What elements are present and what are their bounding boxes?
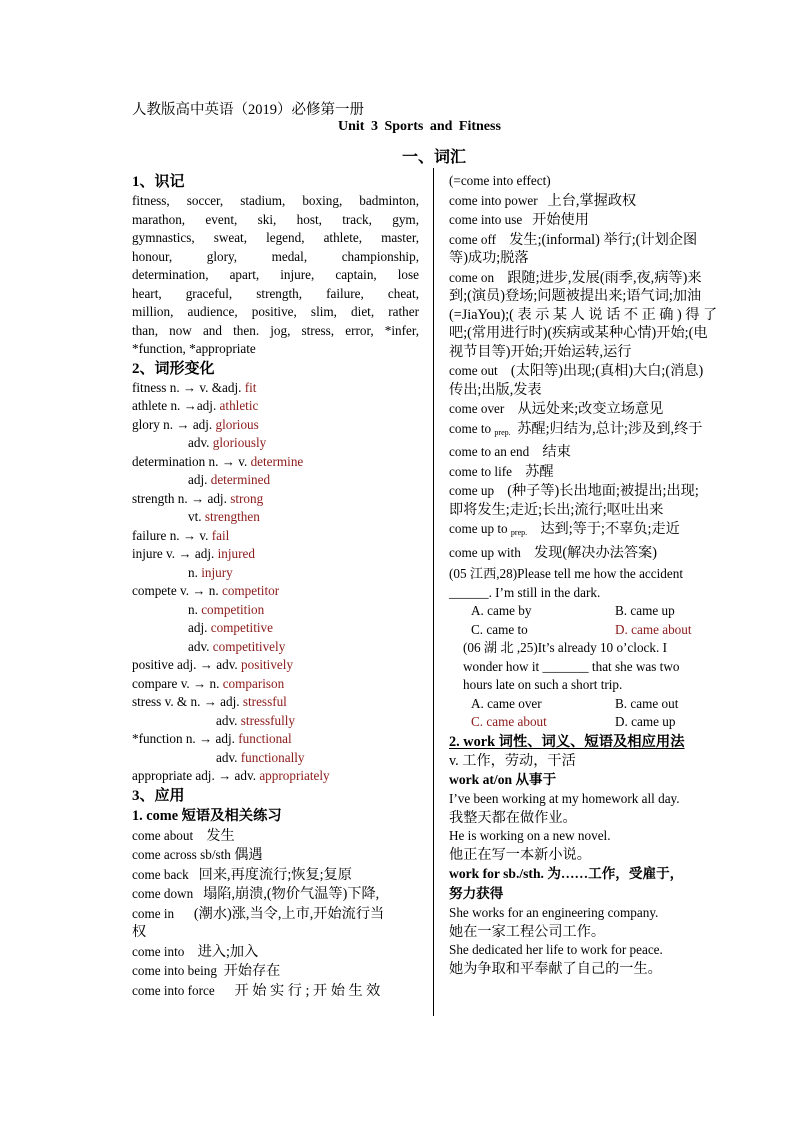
phrase-line: come into power 上台,掌握政权 [449,192,637,209]
phrase-line: come up (种子等)长出地面;被提出;出现; [449,483,699,499]
phrase-line: come into force 开 始 实 行 ; 开 始 生 效 [132,982,381,999]
example-zh: 她为争取和平奉献了自己的一生。 [449,960,662,977]
option-c-correct: C. came about [471,714,547,729]
recognize-word-list [132,192,419,359]
derived-word: competitive [210,620,273,635]
phrase-line: 吧;(常用进行时)(疾病或某种心情)开始;(电 [449,325,708,341]
subheading-work-for: work for sb./sth. 为……工作，受雇于， [449,866,684,881]
option-b: B. came out [615,695,679,711]
left-column [132,172,419,1000]
phrase-line: come to life 苏醒 [449,463,554,480]
phrase-line: come into being 开始存在 [132,963,281,979]
derived-word: functional [238,731,292,746]
derived-word: fit [244,379,257,395]
question-text: (05 江西,28)Please tell me how the accident [449,566,684,581]
derived-word: comparison [222,675,285,691]
phrase-line: 权 [132,924,147,940]
example-en: She works for an engineering company. [449,905,659,920]
derived-word: functionally [240,749,305,765]
option-a: A. came by [471,603,532,618]
arrow-icon: → [221,453,235,469]
option-a: A. came over [471,695,542,711]
phrase-line: come into 进入;加入 [132,943,259,960]
question-text: (06 湖 北 ,25)It’s already 10 o’clock. I [463,640,667,655]
column-divider [433,168,434,1016]
unit-title: Unit 3 Sports and Fitness [338,119,501,134]
subheading-work-at-on: work at/on 从事于 [449,772,557,787]
come-phrase-list [132,827,419,1001]
answer-options [449,602,737,639]
word-line: determination, apart, injure, captain, lose [132,267,419,282]
arrow-icon: → [176,416,190,432]
derived-word: injury [201,564,233,580]
word-line: *function, *appropriate [132,341,256,356]
arrow-icon: → [182,527,197,543]
form-item: strength n. → adj. strong [132,490,264,506]
phrase-line: (=come into effect) [449,173,551,188]
exercise-2 [449,639,737,732]
form-item: adj. competitive [188,620,273,635]
form-item: adv. gloriously [188,435,267,450]
arrow-icon: → [218,768,232,783]
derived-word: injured [217,546,255,561]
word-line: gymnastics, sweat, legend, athlete, master, [132,230,419,245]
subheading-come-phrases: 1. come 短语及相关练习 [132,807,282,824]
example-zh: 我整天都在做作业。 [449,809,577,826]
phrase-line: (=JiaYou);( 表 示 某 人 说 话 不 正 确 ) 得 了 [449,306,718,323]
phrase-line: come up to $_{prep.}$ 达到;等于;不辜负;走近 [449,521,680,537]
option-c: C. came to [471,621,528,637]
heading-apply: 3、应用 [132,787,185,804]
derived-word: competitor [221,583,280,598]
form-item: adj. determined [188,472,271,487]
form-item: positive adj. → adv. positively [132,657,294,672]
work-part-of-speech: v. 工作，劳动，干活 [449,752,576,769]
form-item: *function n. → adj. functional [132,731,292,746]
phrase-line: come down 塌陷,崩溃,(物价气温等)下降, [132,886,380,902]
form-item: determination n. → v. determine [132,453,304,469]
arrow-icon: → [190,490,205,506]
form-item: compare v. → n. comparison [132,675,285,691]
derived-word: determined [210,472,271,487]
form-item: compete v. → n. competitor [132,583,280,598]
form-item: stress v. & n. → adj. stressful [132,694,287,709]
subheading-work-for-cont: 努力获得 [449,886,504,901]
form-item: vt. strengthen [188,509,260,524]
form-item: athlete n. →adj. athletic [132,398,259,413]
form-item: adv. functionally [216,749,305,765]
form-item: injure v. → adj. injured [132,546,255,561]
derived-word: athletic [219,398,259,413]
example-en: I’ve been working at my homework all day. [449,791,680,806]
word-line: marathon, event, ski, host, track, gym, [132,211,419,227]
derived-word: stressful [242,694,287,709]
phrase-line: 即将发生;走近;长出;流行;呕吐出来 [449,501,664,518]
form-item: adv. competitively [188,638,286,654]
arrow-icon: → [203,694,217,709]
option-b: B. came up [615,603,675,618]
section-title: 一、词汇 [402,149,467,166]
option-d: D. came up [615,714,676,729]
arrow-icon: → [193,675,207,691]
form-item: glory n. → adj. glorious [132,416,259,432]
form-item: n. competition [188,601,265,617]
exercise-1 [449,565,737,639]
arrow-icon: → [199,657,213,672]
right-column [449,172,737,978]
derived-word: strengthen [204,509,260,524]
example-zh: 她在一家工程公司工作。 [449,923,606,940]
phrase-line: come into use 开始使用 [449,212,589,228]
form-item: fitness n. → v. &adj. fit [132,379,257,395]
question-text: hours late on such a short trip. [463,677,623,692]
word-forms-list [132,379,419,786]
phrase-line: 视节目等)开始;开始运转,运行 [449,343,632,360]
arrow-icon: → [178,546,192,561]
derived-word: competitively [212,638,286,654]
arrow-icon: → [199,731,213,746]
heading-word-forms: 2、词形变化 [132,360,215,377]
phrase-line: come about 发生 [132,827,235,844]
document-header: 人教版高中英语（2019）必修第一册 [132,102,364,118]
phrase-line: come across sb/sth 偶遇 [132,847,263,863]
option-d-correct: D. came about [615,621,692,637]
derived-word: stressfully [240,712,295,728]
word-line: million, audience, positive, slim, diet, rather [132,304,419,319]
derived-word: glorious [215,416,259,432]
derived-word: strong [230,490,264,506]
phrase-line: come in (潮水)涨,当令,上市,开始流行当 [132,905,385,922]
word-line: honour, glory, medal, championship, [132,248,419,264]
derived-word: competition [201,601,265,617]
answer-options [463,695,737,732]
derived-word: gloriously [212,435,267,450]
question-text: wonder how it _______ that she was two [463,658,680,674]
phrase-line: come back 回来,再度流行;恢复;复原 [132,866,352,883]
arrow-icon: → [183,398,197,413]
phrase-line: come off 发生;(informal) 举行;(计划企图 [449,231,698,248]
phrase-line: come up with 发现(解决办法答案) [449,544,657,561]
heading-recognize: 1、识记 [132,174,185,190]
phrase-line: come on 跟随;进步,发展(雨季,夜,病等)来 [449,269,702,286]
derived-word: positively [241,657,294,672]
phrase-line: 到;(演员)登场;问题被提出来;语气词;加油 [449,288,702,304]
form-item: appropriate adj. → adv. appropriately [132,768,330,783]
phrase-line: come to an end 结束 [449,444,571,460]
phrase-line: 等)成功;脱落 [449,250,529,266]
derived-word: appropriately [259,768,330,783]
arrow-icon: → [182,379,197,395]
phrase-line: 传出;出版,发表 [449,381,542,398]
derived-word: fail [211,527,230,543]
example-zh: 他正在写一本新小说。 [449,846,591,863]
subheading-work: 2. work 词性、词义、短语及相应用法 [449,733,685,750]
derived-word: determine [250,453,304,469]
phrase-line: come out (太阳等)出现;(真相)大白;(消息) [449,363,704,379]
arrow-icon: → [192,583,206,598]
form-item: failure n. → v. fail [132,527,230,543]
example-en: He is working on a new novel. [449,828,611,843]
form-item: adv. stressfully [216,712,295,728]
example-en: She dedicated her life to work for peace. [449,942,663,957]
word-line: heart, graceful, strength, failure, cheat, [132,285,419,301]
phrase-line: come to $_{prep.}$ 苏醒;归结为,总计;涉及到,终于 [449,420,703,437]
word-line: fitness, soccer, stadium, boxing, badminton, [132,193,419,208]
phrase-line: come over 从远处来;改变立场意见 [449,401,664,417]
word-line: than, now and then. jog, stress, error, *infer, [132,322,419,338]
question-text: ______. I’m still in the dark. [449,584,601,600]
form-item: n. injury [188,564,233,580]
